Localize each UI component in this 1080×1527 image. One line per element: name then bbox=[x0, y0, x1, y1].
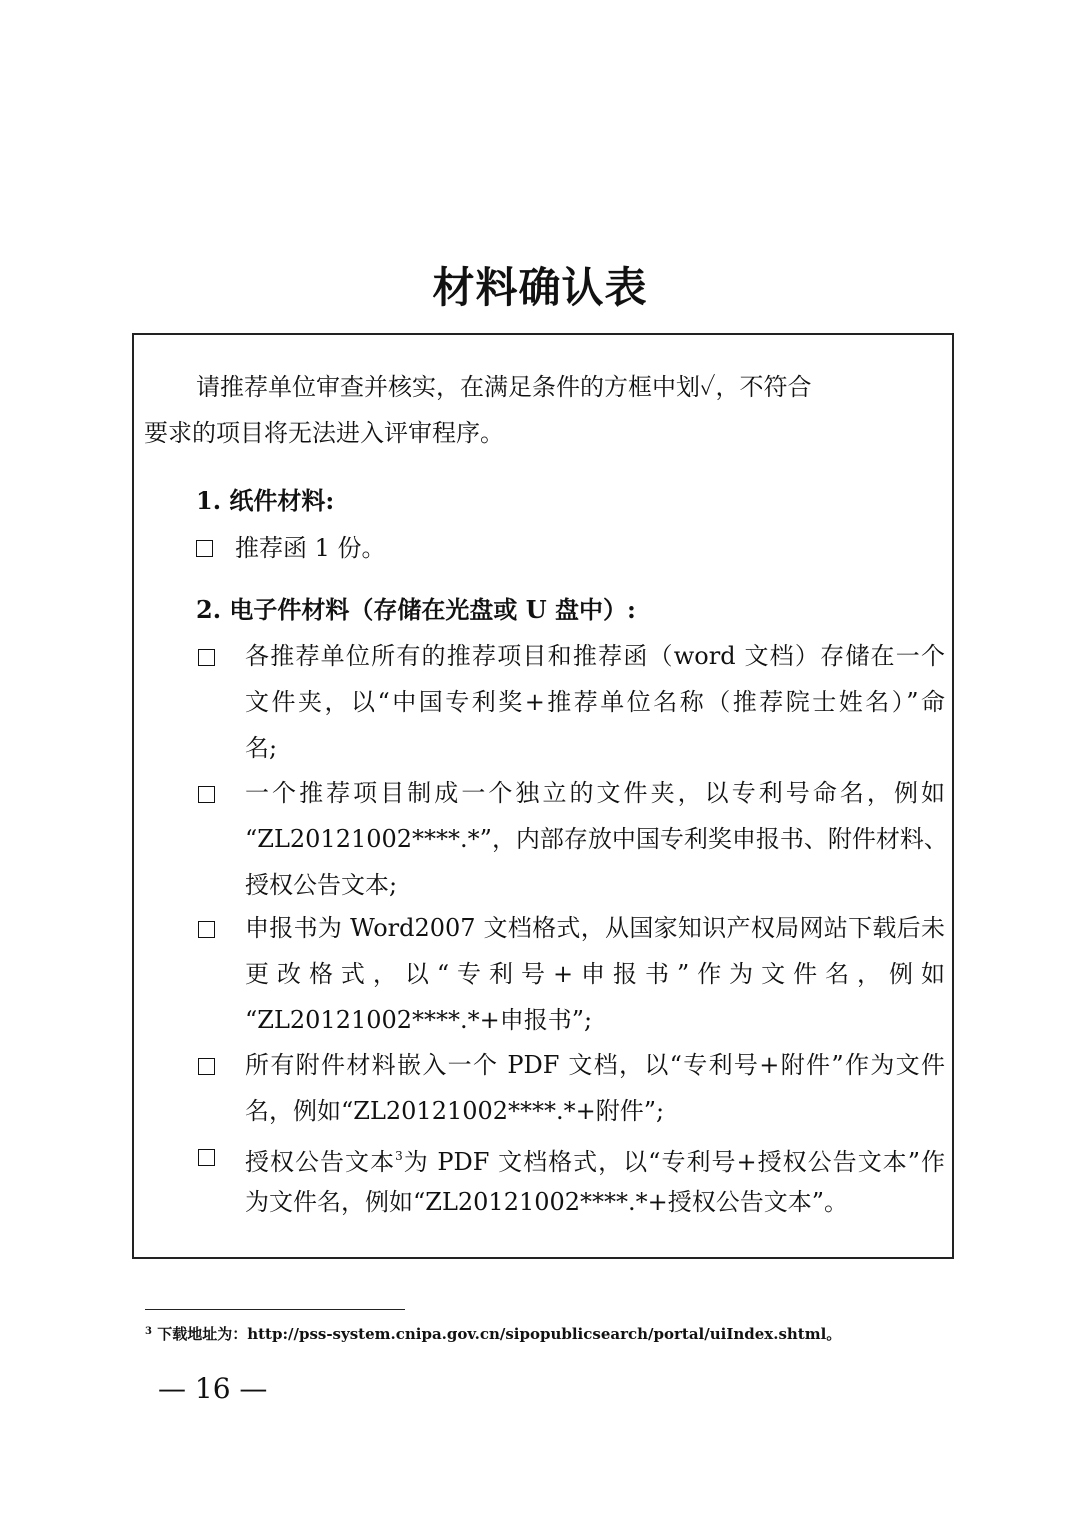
item-text-line: 更改格式，以“专利号+申报书”作为文件名，例如 bbox=[245, 960, 945, 988]
footnote bbox=[145, 1323, 841, 1344]
item-text-segment: 授权公告文本 bbox=[245, 1148, 396, 1176]
checkbox[interactable] bbox=[198, 786, 215, 803]
checkbox[interactable] bbox=[198, 921, 215, 938]
item-text-line: 各推荐单位所有的推荐项目和推荐函（word 文档）存储在一个 bbox=[245, 642, 945, 670]
checkbox[interactable] bbox=[198, 1149, 215, 1166]
section-1-item-text: 推荐函 1 份。 bbox=[235, 534, 386, 562]
footnote-divider bbox=[145, 1309, 405, 1310]
page-number: — 16 — bbox=[158, 1372, 268, 1405]
item-text-line: 授权公告文本; bbox=[245, 871, 398, 899]
item-text-line bbox=[245, 1133, 945, 1179]
item-text-line: 一个推荐项目制成一个独立的文件夹，以专利号命名，例如 bbox=[245, 779, 945, 807]
section-1-item bbox=[196, 525, 386, 571]
item-text-line: “ZL20121002****.*”，内部存放中国专利奖申报书、附件材料、 bbox=[245, 825, 948, 853]
section-2-heading: 2. 电子件材料（存储在光盘或 U 盘中）: bbox=[196, 595, 636, 624]
footnote-text: 下载地址为：http://pss-system.cnipa.gov.cn/sipopublicsearch/portal/uiIndex.shtml。 bbox=[157, 1325, 842, 1343]
footnote-marker: 3 bbox=[145, 1326, 152, 1337]
section-1-heading: 1. 纸件材料: bbox=[196, 486, 335, 515]
item-text-line: 文件夹，以“中国专利奖+推荐单位名称（推荐院士姓名）”命 bbox=[245, 688, 945, 716]
footnote-ref[interactable]: 3 bbox=[395, 1149, 403, 1163]
confirmation-box bbox=[132, 333, 954, 1259]
intro-line-2: 要求的项目将无法进入评审程序。 bbox=[144, 419, 504, 447]
item-text-line: 名，例如“ZL20121002****.*+附件”; bbox=[245, 1097, 665, 1125]
item-text-segment: 为 PDF 文档格式，以“专利号+授权公告文本”作 bbox=[402, 1148, 946, 1176]
item-text-line: 名; bbox=[245, 734, 278, 762]
checkbox[interactable] bbox=[198, 649, 215, 666]
checkbox[interactable] bbox=[198, 1058, 215, 1075]
item-text-line: 所有附件材料嵌入一个 PDF 文档，以“专利号+附件”作为文件 bbox=[245, 1051, 945, 1079]
checkbox[interactable] bbox=[196, 540, 213, 557]
item-text-line: 申报书为 Word2007 文档格式，从国家知识产权局网站下载后未 bbox=[245, 914, 945, 942]
intro-line-1: 请推荐单位审查并核实，在满足条件的方框中划✓，不符合 bbox=[196, 373, 812, 401]
item-text-line: 为文件名，例如“ZL20121002****.*+授权公告文本”。 bbox=[245, 1188, 849, 1216]
page-title: 材料确认表 bbox=[432, 263, 648, 312]
item-text-line: “ZL20121002****.*+申报书”; bbox=[245, 1006, 593, 1034]
